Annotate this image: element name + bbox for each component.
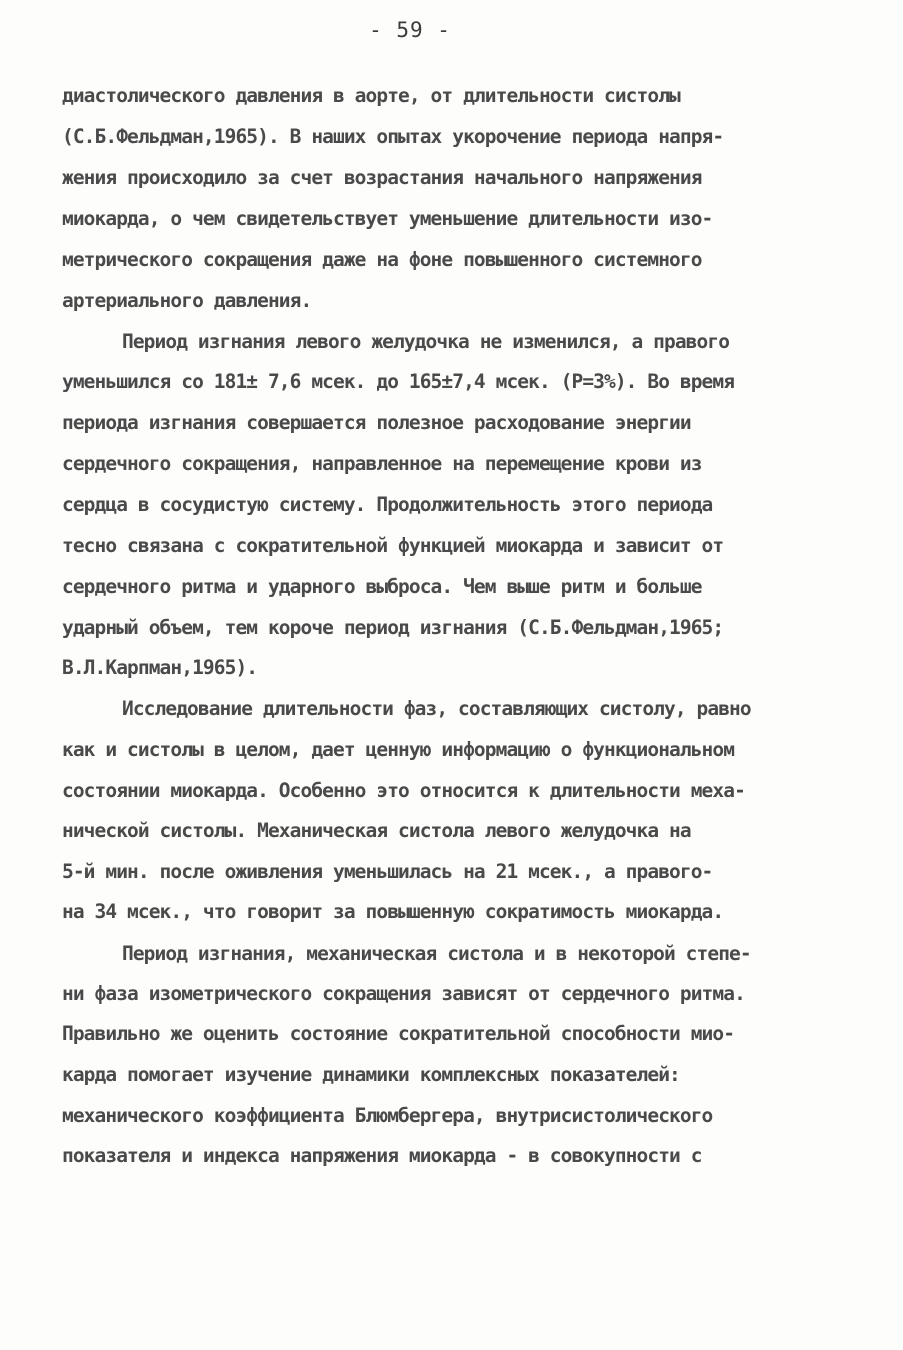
text-line: сердечного сокращения, направленное на перемещение крови из — [62, 452, 702, 475]
text-line: Период изгнания, механическая систола и в некоторой степе- — [122, 942, 751, 965]
text-line: сердечного ритма и ударного выброса. Чем выше ритм и больше — [62, 575, 702, 598]
text-line: нической систолы. Механическая систола левого желудочка на — [62, 819, 691, 842]
text-line: Правильно же оценить состояние сократительной способности мио- — [62, 1022, 735, 1045]
text-line: артериального давления. — [62, 289, 312, 312]
text-line: В.Л.Карпман,1965). — [62, 656, 258, 679]
text-line: метрического сокращения даже на фоне повышенного системного — [62, 248, 702, 271]
text-line: ударный объем, тем короче период изгнания (С.Б.Фельдман,1965; — [62, 616, 724, 639]
text-line: сердца в сосудистую систему. Продолжительность этого периода — [62, 493, 713, 516]
text-line: уменьшился со 181± 7,6 мсек. до 165±7,4 мсек. (Р=3%). Во время — [62, 370, 735, 393]
text-line: (С.Б.Фельдман,1965). В наших опытах укорочение периода напря- — [62, 125, 724, 148]
text-line: периода изгнания совершается полезное расходование энергии — [62, 411, 691, 434]
text-line: состоянии миокарда. Особенно это относится к длительности меха- — [62, 779, 745, 802]
text-line: на 34 мсек., что говорит за повышенную сократимость миокарда. — [62, 900, 724, 923]
text-line: Исследование длительности фаз, составляющих систолу, равно — [122, 697, 751, 720]
text-line: механического коэффициента Блюмбергера, внутрисистолического — [62, 1104, 713, 1127]
text-line: показателя и индекса напряжения миокарда - в совокупности с — [62, 1144, 702, 1167]
text-line: тесно связана с сократительной функцией миокарда и зависит от — [62, 534, 724, 557]
text-line: Период изгнания левого желудочка не изменился, а правого — [122, 330, 730, 353]
text-line: диастолического давления в аорте, от длительности систолы — [62, 84, 680, 107]
text-line: 5-й мин. после оживления уменьшилась на 21 мсек., а правого- — [62, 860, 713, 883]
text-line: жения происходило за счет возрастания начального напряжения — [62, 166, 702, 189]
text-line: миокарда, о чем свидетельствует уменьшение длительности изо- — [62, 207, 713, 230]
page-number: - 59 - — [369, 18, 451, 42]
text-line: карда помогает изучение динамики комплексных показателей: — [62, 1063, 680, 1086]
text-line: ни фаза изометрического сокращения зависят от сердечного ритма. — [62, 982, 745, 1005]
text-line: как и систолы в целом, дает ценную информацию о функциональном — [62, 738, 735, 761]
